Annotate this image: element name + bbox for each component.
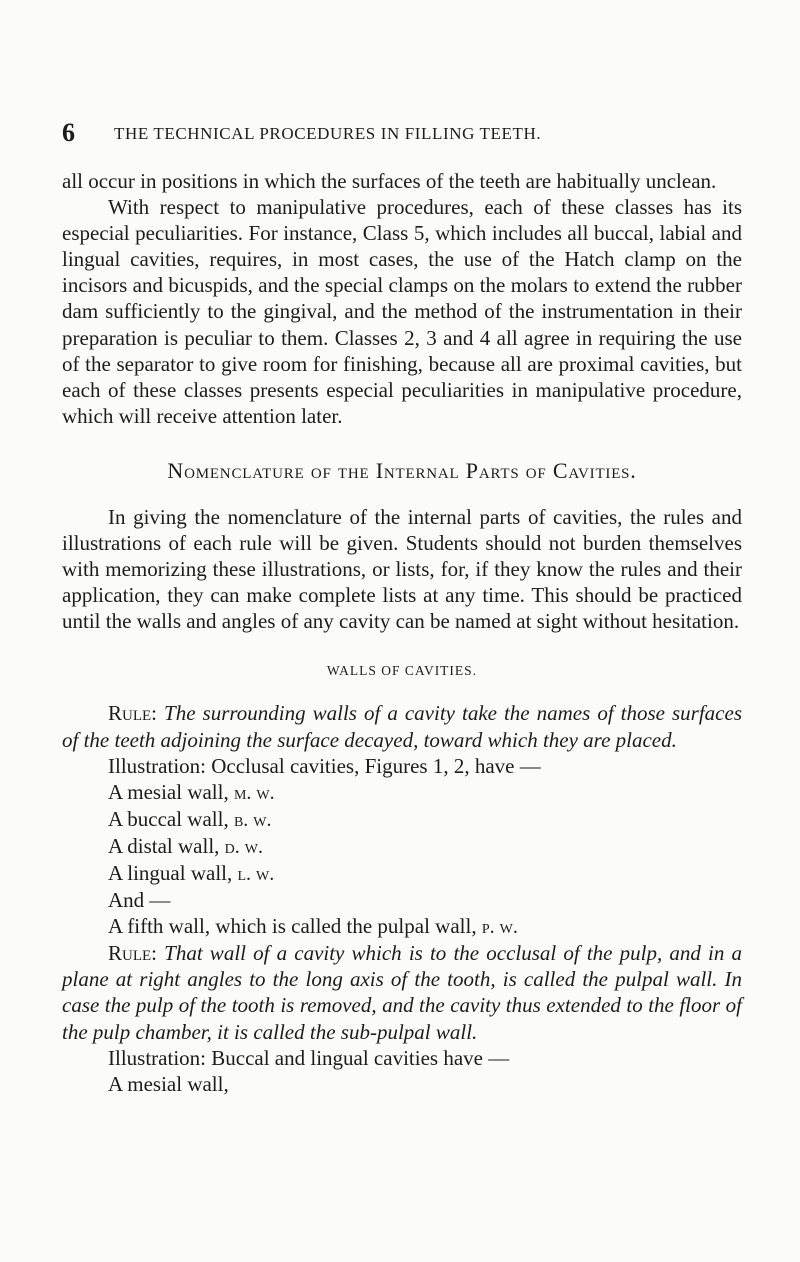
list-item-text: A mesial wall, — [108, 779, 234, 804]
list-item-abbr: m. w. — [233, 781, 275, 804]
list-item-buccal-wall — [62, 806, 742, 833]
list-item-mesial-wall-2: A mesial wall, — [108, 1071, 229, 1096]
illustration-one-intro: Illustration: Occlusal cavities, Figures 1, 2, have — — [108, 753, 541, 778]
illustration-two-intro: Illustration: Buccal and lingual cavities have — — [108, 1045, 510, 1070]
rule-two-text: That wall of a cavity which is to the occlusal of the pulp, and in a plane at right angles to the long axis of the tooth, is called the pulpal wall. In case the pulp of the tooth is removed, and the cavity thus extended to the floor of the pulp chamber, it is called the sub-pulpal wall. — [62, 941, 742, 1044]
running-head — [62, 118, 742, 148]
sub-heading-walls: WALLS OF CAVITIES. — [326, 663, 478, 679]
list-item-distal-wall — [62, 833, 742, 860]
list-item-text: A distal wall, — [108, 833, 225, 858]
rule-one-label: Rule — [108, 701, 152, 726]
running-title: THE TECHNICAL PROCEDURES IN FILLING TEETH. — [114, 124, 542, 143]
list-item-abbr: l. w. — [237, 862, 275, 885]
list-item-pulpal-wall — [62, 913, 742, 940]
rule-two-colon: : — [151, 941, 165, 966]
list-item-lingual-wall — [62, 860, 742, 887]
page-number: 6 — [62, 118, 75, 147]
rule-one-text: The surrounding walls of a cavity take the names of those surfaces of the teeth adjoining the surface decayed, toward which they are placed. — [62, 701, 742, 752]
body-text — [62, 168, 742, 1097]
list-item-text: A buccal wall, — [108, 806, 234, 831]
rule-one-colon: : — [151, 701, 165, 726]
list-item-abbr: p. w. — [481, 916, 518, 939]
rule-two-label: Rule — [108, 941, 152, 966]
section-heading: Nomenclature of the Internal Parts of Cavities. — [167, 457, 637, 483]
and-line: And — — [108, 888, 171, 913]
list-item-mesial-wall — [62, 779, 742, 806]
rule-two — [62, 940, 742, 1044]
list-item-text: A fifth wall, which is called the pulpal wall, — [108, 914, 482, 939]
rule-one — [62, 700, 742, 752]
list-item-text: A lingual wall, — [108, 860, 238, 885]
list-item-abbr: d. w. — [224, 835, 263, 858]
paragraph-continuation: all occur in positions in which the surfaces of the teeth are habitually unclean. — [62, 169, 717, 193]
list-item-abbr: b. w. — [233, 808, 272, 831]
paragraph-nomenclature-intro: In giving the nomenclature of the internal parts of cavities, the rules and illustrations of each rule will be given. Students should not burden themselves with memorizing these illustrations, or lists, for, if they know the rules and their application, they can make complete lists at any time. This should be practiced until the walls and angles of any cavity can be named at sight without hesitation. — [62, 504, 742, 634]
paragraph-manipulative-procedures: With respect to manipulative procedures, each of these classes has its especial peculiarities. For instance, Class 5, which includes all buccal, labial and lingual cavities, requires, in most cases, the use of the Hatch clamp on the incisors and bicuspids, and the special clamps on the molars to extend the rubber dam sufficiently to the gingival, and the method of the instrumentation in their preparation is peculiar to them. Classes 2, 3 and 4 all agree in requiring the use of the separator to give room for finishing, because all are proximal cavities, but each of these classes presents especial peculiarities in manipulative procedure, which will receive attention later. — [62, 195, 742, 428]
